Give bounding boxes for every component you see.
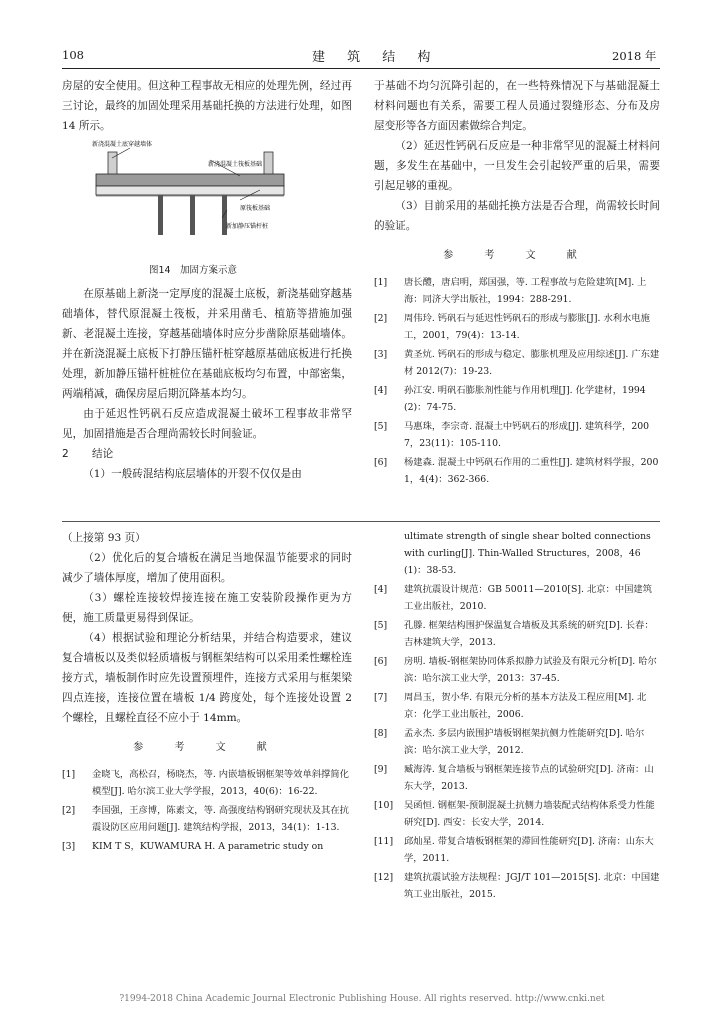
reference-item: [2] 李国强，王彦博，陈素文，等. 高强度结构钢研究现状及其在抗震设防区应用问题[J]. 建筑结构学报，2013，34(1)：1-13. [62,805,349,833]
figure-label: 新浇混凝土底穿越墙体 [92,141,153,148]
continued-note: （上接第 93 页） [62,532,146,544]
lower-left-column [62,528,352,857]
figure-14-drawing [90,138,290,248]
issue-year: 2018 年 [612,49,657,63]
section-title: 结论 [92,448,114,460]
figure-caption: 图14 加固方案示意 [148,265,238,276]
anchor-pile [190,195,195,235]
reference-item: [1] 金晓飞，高松召，杨晓杰，等. 内嵌墙板钢框架等效单斜撑简化模型[J]. 哈尔滨工业大学学报，2013，40(6)：16-22. [62,769,349,797]
reference-item: [7] 周昌玉，贺小华. 有限元分析的基本方法及工程应用[M]. 北京：化学工业出版社，2006. [374,692,647,720]
references-heading: 参 考 文 献 [443,250,591,261]
reference-item: [6] 房明. 墙板-钢框架协同体系拟静力试验及有限元分析[D]. 哈尔滨：哈尔滨工业大学，2013：37-45. [374,656,657,684]
reference-item: [5] 孔滕. 框架结构围护保温复合墙板及其系统的研究[D]. 长春：吉林建筑大学，2013. [374,620,654,648]
reference-item: [9] 臧海涛. 复合墙板与钢框架连接节点的试验研究[D]. 济南：山东大学，2013. [374,764,654,792]
reference-item: [4] 建筑抗震设计规范：GB 50011—2010[S]. 北京：中国建筑工业出版社，2010. [374,584,653,612]
upper-left-column [62,76,352,136]
paragraph-conclusion-2: （2）延迟性钙矾石反应是一种非常罕见的混凝土材料问题，多发生在基础中，一旦发生会引起较严重的后果，需要引起足够的重视。 [374,140,660,192]
page-number: 108 [62,48,84,62]
reference-item: [5] 马惠珠，李宗奇. 混凝土中钙矾石的形成[J]. 建筑科学，2007，23(11)：105-110. [374,421,650,449]
reference-item: [10] 吴函恒. 钢框架-预制混凝土抗侧力墙装配式结构体系受力性能研究[D]. 西安：长安大学，2014. [374,800,655,828]
anchor-pile [158,195,163,235]
reference-item: [12] 建筑抗震试验方法规程：JGJ/T 101—2015[S]. 北京：中国建筑工业出版社，2015. [374,872,660,900]
journal-title: 建 筑 结 构 [312,50,440,65]
references-heading: 参 考 文 献 [133,742,281,753]
paragraph-continued: 于基础不均匀沉降引起的，在一些特殊情况下与基础混凝土材料问题也有关系，需要工程人员通过裂缝形态、分布及房屋变形等各方面因素做综合判定。 [374,80,660,132]
reference-item: [2] 周伟玲. 钙矾石与延迟性钙矾石的形成与膨胀[J]. 水利水电施工，2001，79(4)：13-14. [374,313,650,341]
figure-label: 原筏板基础 [240,205,271,212]
upper-right-column [374,76,660,490]
reference-item: [1] 唐长醴，唐启明，郑国强，等. 工程事故与危险建筑[M]. 上海：同济大学出版社，1994：288-291. [374,277,647,305]
reference-item: ultimate strength of single shear bolted connections with curling[J]. Thin-Walled Structures，2008，46(1)：38-53. [404,531,651,576]
copyright-footer: ?1994-2018 China Academic Journal Electronic Publishing House. All rights reserved. http://www.cnki.net [119,994,605,1004]
section-number: 2 [62,448,69,460]
lower-right-column [374,528,660,905]
reference-item: [11] 邱灿星. 带复合墙板钢框架的滞回性能研究[D]. 济南：山东大学，2011. [374,836,654,864]
header-rule [62,68,660,69]
paragraph-conclusion-3: （3）目前采用的基础托换方法是否合理，尚需较长时间的验证。 [374,200,660,232]
paragraph-item-4: （4）根据试验和理论分析结果，并结合构造要求，建议复合墙板以及类似轻质墙板与钢框架结构可以采用柔性螺栓连接方式，墙板制作时应先设置预埋件，连接方式采用与框架梁四点连接，连接位置在墙板 1/4 跨度处，每个连接处设置 2 个螺栓，且螺栓直径不应小于 14mm。 [62,632,352,724]
reference-item: [8] 孟永杰. 多层内嵌围护墙板钢框架抗侧力性能研究[D]. 哈尔滨：哈尔滨工业大学，2012. [374,728,645,756]
paragraph-intro: 房屋的安全使用。但这种工程事故无相应的处理先例，经过再三讨论，最终的加固处理采用基础托换的方法进行处理，如图 14 所示。 [62,80,352,132]
reference-list [62,766,352,855]
paragraph-item-2: （2）优化后的复合墙板在满足当地保温节能要求的同时减少了墙体厚度，增加了使用面积。 [62,552,352,584]
figure-14 [90,138,290,248]
reference-item: [3] 黄圣炕. 钙矾石的形成与稳定、膨胀机理及应用综述[J]. 广东建材 2012(7)：19-23. [374,349,660,377]
reference-list [374,528,660,903]
reference-item: [6] 杨建森. 混凝土中钙矾石作用的二重性[J]. 建筑材料学报，2001，4(4)：362-366. [374,457,659,485]
paragraph-result: 由于延迟性钙矾石反应造成混凝土破坏工程事故非常罕见，加固措施是否合理尚需较长时间验证。 [62,408,352,440]
paragraph-method: 在原基础上新浇一定厚度的混凝土底板，新浇基础穿越基础墙体，替代原混凝土筏板，并采用凿毛、植筋等措施加强新、老混凝土连接，穿越基础墙体时应分步凿除原基础墙体。并在新浇混凝土底板下打静压锚杆桩穿越原基础底板进行托换处理，新加静压锚杆桩桩位在基础底板均匀布置，中部密集，两端稍减，确保房屋后期沉降基本均匀。 [62,288,352,400]
section-divider [62,521,660,522]
figure-label: 新加静压锚杆桩 [226,223,269,230]
paragraph-conclusion-1: （1）一般砖混结构底层墙体的开裂不仅仅是由 [83,468,302,480]
reference-item: [4] 孙江安. 明矾石膨胀剂性能与作用机理[J]. 化学建材，1994(2)：74-75. [374,385,646,413]
original-raft [96,186,284,195]
paragraph-item-3: （3）螺栓连接较焊接连接在施工安装阶段操作更为方便，施工质量更易得到保证。 [62,592,352,624]
reference-list [374,274,660,488]
figure-label: 新浇混凝土筏板基础 [208,161,263,168]
reference-item: [3] KIM T S，KUWAMURA H. A parametric study on [62,841,324,852]
upper-left-column-lower [62,284,352,484]
new-raft-slab [96,174,284,186]
section-heading [62,444,352,464]
